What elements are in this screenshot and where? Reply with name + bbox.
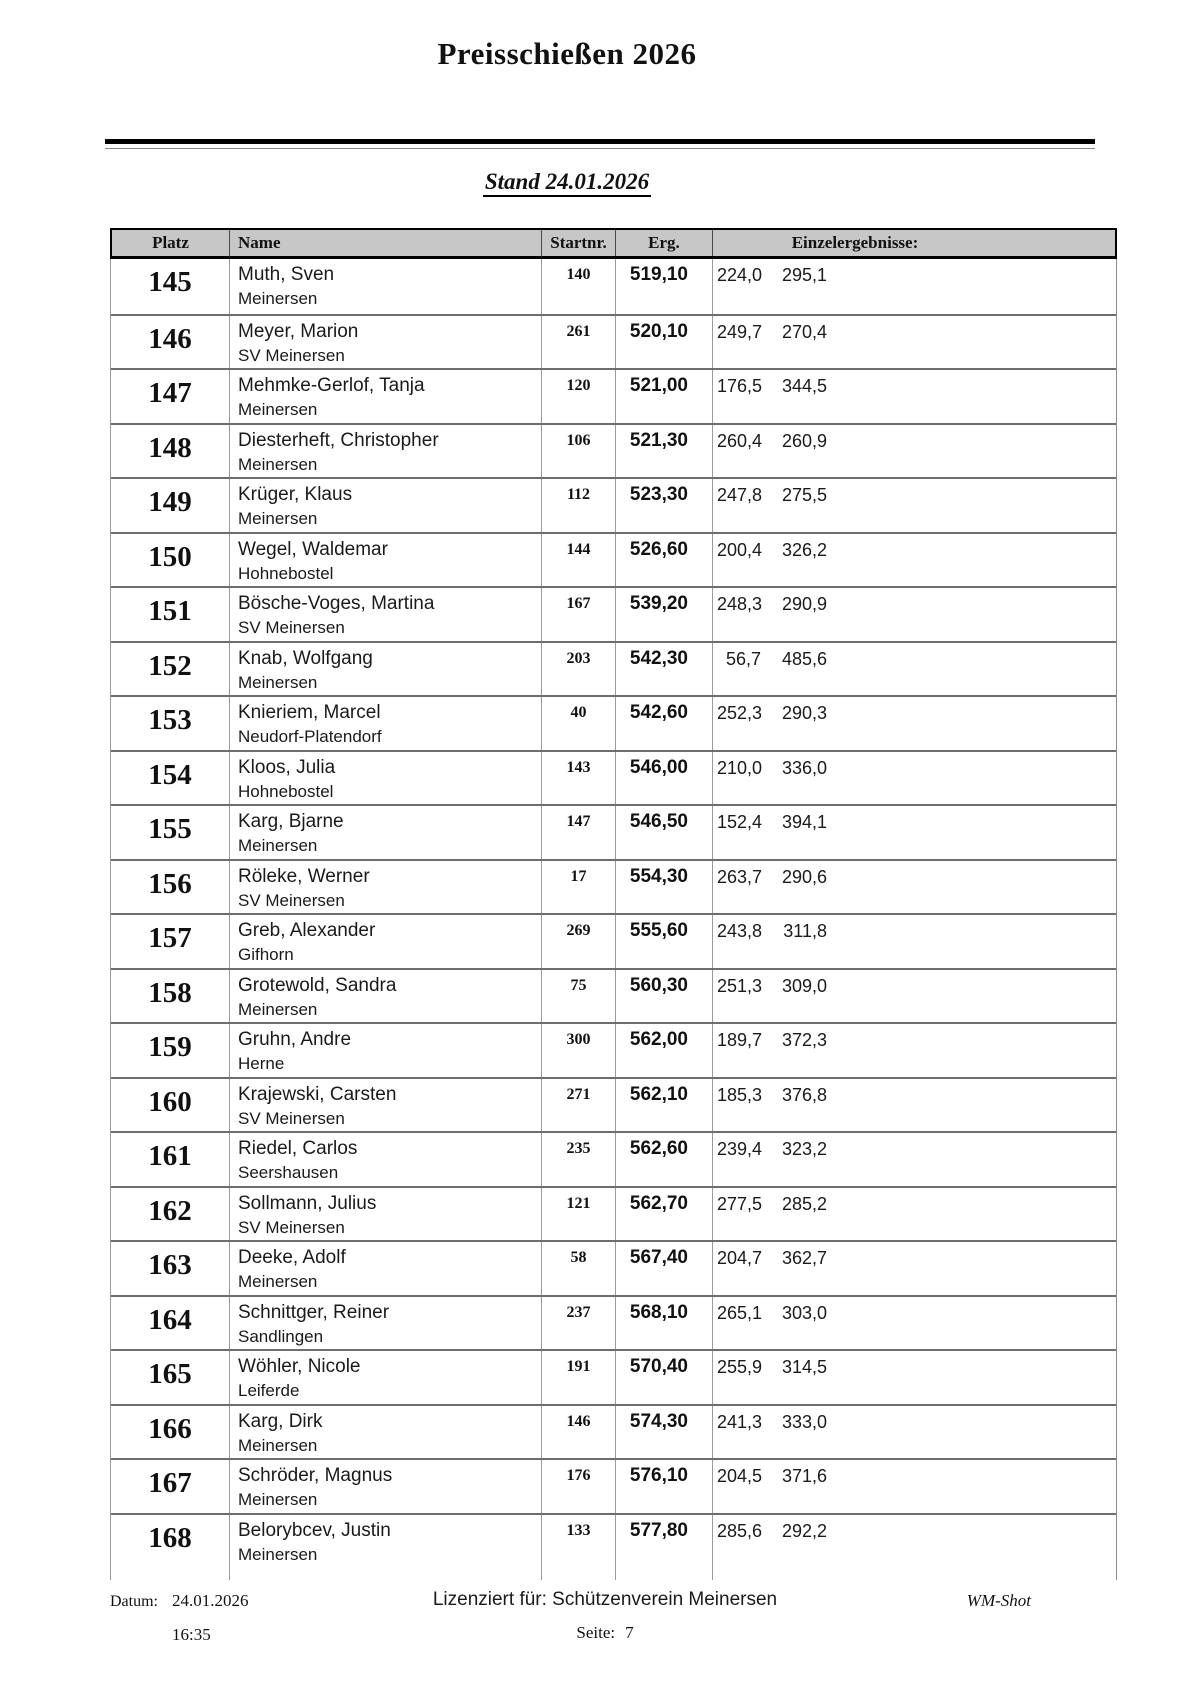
name-cell xyxy=(230,915,542,968)
shooter-club: Meinersen xyxy=(238,999,318,1019)
name-cell xyxy=(230,643,542,696)
startnr-cell: 106 xyxy=(542,425,616,478)
shooter-name: Krajewski, Carsten xyxy=(238,1083,397,1105)
table-row xyxy=(111,423,1116,478)
table-row xyxy=(111,368,1116,423)
footer-page-label: Seite: xyxy=(576,1623,616,1642)
table-row xyxy=(111,1404,1116,1459)
einzel-value-2: 311,8 xyxy=(783,921,827,941)
shooter-club: Gifhorn xyxy=(238,945,294,964)
erg-cell: 562,70 xyxy=(616,1188,713,1241)
einzel-cell xyxy=(713,915,1116,968)
shooter-club: Sandlingen xyxy=(238,1326,324,1346)
startnr-cell: 300 xyxy=(542,1024,616,1077)
einzel-cell xyxy=(713,1297,1116,1350)
einzel-value-1: 249,7 xyxy=(717,321,763,342)
startnr-cell: 133 xyxy=(542,1515,616,1568)
erg-cell: 542,60 xyxy=(616,697,713,750)
name-cell xyxy=(230,861,542,914)
startnr-cell: 203 xyxy=(542,643,616,696)
shooter-name: Belorybcev, Justin xyxy=(238,1519,391,1541)
table-row xyxy=(111,1240,1116,1295)
einzel-cell xyxy=(713,1242,1116,1295)
erg-cell: 562,60 xyxy=(616,1133,713,1186)
platz-cell: 146 xyxy=(111,316,230,369)
page-title: Preisschießen 2026 xyxy=(437,36,697,71)
table-row xyxy=(111,1077,1116,1132)
table-row xyxy=(111,968,1116,1023)
platz-cell: 164 xyxy=(111,1297,230,1350)
shooter-club: Hohnebostel xyxy=(238,563,334,583)
einzel-value-2: 371,6 xyxy=(781,1466,827,1486)
shooter-name: Knab, Wolfgang xyxy=(238,647,373,669)
startnr-cell: 147 xyxy=(542,806,616,859)
erg-cell: 554,30 xyxy=(616,861,713,914)
platz-cell: 156 xyxy=(111,861,230,914)
einzel-value-2: 292,2 xyxy=(781,1520,827,1541)
shooter-club: SV Meinersen xyxy=(238,618,345,637)
einzel-cell xyxy=(713,1515,1116,1568)
startnr-cell: 112 xyxy=(542,479,616,532)
erg-cell: 539,20 xyxy=(616,588,713,641)
name-cell xyxy=(230,1133,542,1186)
platz-cell: 165 xyxy=(111,1351,230,1404)
platz-cell: 153 xyxy=(111,697,230,750)
einzel-value-2: 303,0 xyxy=(781,1302,827,1323)
einzel-value-2: 309,0 xyxy=(781,975,827,996)
shooter-club: Meinersen xyxy=(238,1272,318,1291)
startnr-cell: 235 xyxy=(542,1133,616,1186)
shooter-name: Wöhler, Nicole xyxy=(238,1356,361,1377)
table-body xyxy=(110,259,1117,1580)
shooter-name: Kloos, Julia xyxy=(238,756,336,778)
einzel-value-1: 277,5 xyxy=(717,1193,763,1214)
startnr-cell: 146 xyxy=(542,1406,616,1459)
name-cell xyxy=(230,970,542,1023)
startnr-cell: 17 xyxy=(542,861,616,914)
platz-cell: 149 xyxy=(111,479,230,532)
name-cell xyxy=(230,1297,542,1350)
platz-cell: 147 xyxy=(111,370,230,423)
einzel-cell xyxy=(713,1460,1116,1513)
name-cell xyxy=(230,1351,542,1404)
shooter-name: Bösche-Voges, Martina xyxy=(238,593,435,614)
name-cell xyxy=(230,1406,542,1459)
shooter-club: Meinersen xyxy=(238,1435,318,1455)
column-header-platz: Platz xyxy=(112,230,230,256)
platz-cell: 154 xyxy=(111,752,230,805)
name-cell xyxy=(230,752,542,805)
einzel-value-1: 252,3 xyxy=(717,703,763,723)
platz-cell: 163 xyxy=(111,1242,230,1295)
shooter-name: Wegel, Waldemar xyxy=(238,538,388,560)
einzel-cell xyxy=(713,425,1116,478)
shooter-club: Herne xyxy=(238,1054,285,1073)
shooter-name: Röleke, Werner xyxy=(238,865,370,887)
erg-cell: 562,10 xyxy=(616,1079,713,1132)
erg-cell: 567,40 xyxy=(616,1242,713,1295)
column-header-name: Name xyxy=(230,230,542,256)
shooter-name: Karg, Bjarne xyxy=(238,811,344,832)
einzel-cell xyxy=(713,1406,1116,1459)
einzel-value-1: 176,5 xyxy=(717,376,763,396)
startnr-cell: 269 xyxy=(542,915,616,968)
table-row xyxy=(111,1458,1116,1513)
name-cell xyxy=(230,316,542,369)
erg-cell: 523,30 xyxy=(616,479,713,532)
einzel-value-2: 485,6 xyxy=(781,648,827,669)
name-cell xyxy=(230,1515,542,1568)
table-row xyxy=(111,804,1116,859)
einzel-cell xyxy=(713,1351,1116,1404)
einzel-value-2: 290,9 xyxy=(781,594,827,614)
einzel-value-2: 336,0 xyxy=(781,757,827,778)
einzel-value-1: 152,4 xyxy=(717,812,763,832)
name-cell xyxy=(230,588,542,641)
einzel-value-1: 200,4 xyxy=(717,539,763,560)
platz-cell: 152 xyxy=(111,643,230,696)
einzel-value-2: 376,8 xyxy=(781,1084,827,1105)
stand-date xyxy=(0,169,1134,195)
shooter-name: Krüger, Klaus xyxy=(238,484,353,505)
einzel-value-2: 372,3 xyxy=(781,1030,827,1050)
shooter-club: Meinersen xyxy=(238,1544,318,1564)
einzel-value-1: 224,0 xyxy=(717,265,763,285)
einzel-value-1: 239,4 xyxy=(717,1139,763,1159)
shooter-club: Neudorf-Platendorf xyxy=(238,727,382,746)
shooter-name: Meyer, Marion xyxy=(238,320,359,342)
einzel-cell xyxy=(713,479,1116,532)
shooter-club: SV Meinersen xyxy=(238,890,345,910)
einzel-value-1: 260,4 xyxy=(717,430,763,451)
erg-cell: 570,40 xyxy=(616,1351,713,1404)
shooter-club: Meinersen xyxy=(238,672,318,692)
footer-time-value: 16:35 xyxy=(172,1625,211,1644)
einzel-value-2: 344,5 xyxy=(781,376,827,396)
shooter-name: Gruhn, Andre xyxy=(238,1029,352,1050)
name-cell xyxy=(230,479,542,532)
platz-cell: 160 xyxy=(111,1079,230,1132)
platz-cell: 148 xyxy=(111,425,230,478)
einzel-value-2: 394,1 xyxy=(781,812,827,832)
einzel-value-1: 285,6 xyxy=(717,1520,763,1541)
einzel-value-1: 204,7 xyxy=(717,1248,763,1268)
einzel-value-2: 295,1 xyxy=(781,265,827,285)
name-cell xyxy=(230,534,542,587)
name-cell xyxy=(230,1024,542,1077)
einzel-value-2: 314,5 xyxy=(781,1357,827,1377)
shooter-name: Mehmke-Gerlof, Tanja xyxy=(238,375,425,396)
erg-cell: 574,30 xyxy=(616,1406,713,1459)
startnr-cell: 176 xyxy=(542,1460,616,1513)
platz-cell: 166 xyxy=(111,1406,230,1459)
erg-cell: 568,10 xyxy=(616,1297,713,1350)
platz-cell: 151 xyxy=(111,588,230,641)
shooter-name: Diesterheft, Christopher xyxy=(238,429,439,451)
platz-cell: 162 xyxy=(111,1188,230,1241)
table-row xyxy=(111,1349,1116,1404)
startnr-cell: 58 xyxy=(542,1242,616,1295)
erg-cell: 521,00 xyxy=(616,370,713,423)
einzel-cell xyxy=(713,259,1116,314)
name-cell xyxy=(230,259,542,314)
einzel-cell xyxy=(713,534,1116,587)
einzel-value-2: 290,3 xyxy=(781,703,827,723)
table-row xyxy=(111,532,1116,587)
erg-cell: 546,00 xyxy=(616,752,713,805)
einzel-cell xyxy=(713,1133,1116,1186)
table-row xyxy=(111,695,1116,750)
einzel-cell xyxy=(713,588,1116,641)
einzel-cell xyxy=(713,370,1116,423)
footer-page-number xyxy=(105,1623,1105,1643)
table-row xyxy=(111,641,1116,696)
startnr-cell: 75 xyxy=(542,970,616,1023)
footer-license-text: Lizenziert für: Schützenverein Meinersen xyxy=(432,1589,778,1610)
einzel-cell xyxy=(713,806,1116,859)
shooter-club: Seershausen xyxy=(238,1163,339,1182)
erg-cell: 521,30 xyxy=(616,425,713,478)
einzel-value-1: 204,5 xyxy=(717,1466,763,1486)
shooter-club: Meinersen xyxy=(238,400,318,419)
erg-cell: 560,30 xyxy=(616,970,713,1023)
einzel-value-2: 323,2 xyxy=(781,1139,827,1159)
einzel-value-1: 248,3 xyxy=(717,594,763,614)
stand-date-text: Stand 24.01.2026 xyxy=(483,169,651,197)
table-row xyxy=(111,859,1116,914)
platz-cell: 155 xyxy=(111,806,230,859)
erg-cell: 577,80 xyxy=(616,1515,713,1568)
startnr-cell: 140 xyxy=(542,259,616,314)
table-row xyxy=(111,1022,1116,1077)
startnr-cell: 261 xyxy=(542,316,616,369)
shooter-club: SV Meinersen xyxy=(238,1217,345,1237)
name-cell xyxy=(230,1188,542,1241)
einzel-value-2: 290,6 xyxy=(781,866,827,887)
shooter-name: Muth, Sven xyxy=(238,264,335,285)
shooter-name: Greb, Alexander xyxy=(238,920,376,941)
table-row xyxy=(111,913,1116,968)
einzel-cell xyxy=(713,1024,1116,1077)
startnr-cell: 143 xyxy=(542,752,616,805)
name-cell xyxy=(230,697,542,750)
table-row xyxy=(111,1295,1116,1350)
einzel-value-2: 326,2 xyxy=(781,539,827,560)
name-cell xyxy=(230,1460,542,1513)
shooter-club: Hohnebostel xyxy=(238,781,334,801)
shooter-club: Meinersen xyxy=(238,1490,318,1509)
name-cell xyxy=(230,1079,542,1132)
einzel-cell xyxy=(713,1188,1116,1241)
startnr-cell: 121 xyxy=(542,1188,616,1241)
einzel-cell xyxy=(713,697,1116,750)
einzel-value-1: 243,8 xyxy=(717,921,763,941)
einzel-value-1: 251,3 xyxy=(717,975,763,996)
table-grid-tail xyxy=(111,1567,1116,1580)
startnr-cell: 167 xyxy=(542,588,616,641)
platz-cell: 161 xyxy=(111,1133,230,1186)
table-row xyxy=(111,750,1116,805)
shooter-club: SV Meinersen xyxy=(238,345,345,365)
einzel-value-2: 270,4 xyxy=(781,321,827,342)
platz-cell: 168 xyxy=(111,1515,230,1568)
erg-cell: 542,30 xyxy=(616,643,713,696)
einzel-value-1: 265,1 xyxy=(717,1302,763,1323)
einzel-cell xyxy=(713,316,1116,369)
table-row xyxy=(111,1131,1116,1186)
einzel-cell xyxy=(713,643,1116,696)
erg-cell: 526,60 xyxy=(616,534,713,587)
shooter-name: Schnittger, Reiner xyxy=(238,1301,390,1323)
name-cell xyxy=(230,806,542,859)
footer-datum-label: Datum: xyxy=(110,1593,158,1610)
einzel-value-1: 241,3 xyxy=(717,1411,763,1432)
shooter-name: Schröder, Magnus xyxy=(238,1465,393,1486)
shooter-name: Knieriem, Marcel xyxy=(238,702,381,723)
startnr-cell: 40 xyxy=(542,697,616,750)
platz-cell: 150 xyxy=(111,534,230,587)
platz-cell: 159 xyxy=(111,1024,230,1077)
shooter-club: Leiferde xyxy=(238,1381,300,1400)
erg-cell: 519,10 xyxy=(616,259,713,314)
shooter-club: Meinersen xyxy=(238,509,318,528)
table-row xyxy=(111,259,1116,314)
erg-cell: 555,60 xyxy=(616,915,713,968)
einzel-value-1: 189,7 xyxy=(717,1030,763,1050)
name-cell xyxy=(230,370,542,423)
shooter-club: Meinersen xyxy=(238,454,318,474)
startnr-cell: 191 xyxy=(542,1351,616,1404)
einzel-value-1: 210,0 xyxy=(717,757,763,778)
einzel-value-2: 260,9 xyxy=(781,430,827,451)
table-row xyxy=(111,477,1116,532)
platz-cell: 158 xyxy=(111,970,230,1023)
erg-cell: 546,50 xyxy=(616,806,713,859)
einzel-value-1: 56,7 xyxy=(725,648,761,669)
einzel-value-2: 275,5 xyxy=(781,485,827,505)
column-header-einzelergebnisse: Einzelergebnisse: xyxy=(791,233,919,252)
einzel-value-1: 247,8 xyxy=(717,485,763,505)
table-row xyxy=(111,586,1116,641)
footer-page-value: 7 xyxy=(625,1623,634,1642)
name-cell xyxy=(230,1242,542,1295)
erg-cell: 520,10 xyxy=(616,316,713,369)
einzel-value-1: 185,3 xyxy=(717,1084,763,1105)
platz-cell: 157 xyxy=(111,915,230,968)
einzel-cell xyxy=(713,970,1116,1023)
shooter-name: Sollmann, Julius xyxy=(238,1192,377,1214)
startnr-cell: 144 xyxy=(542,534,616,587)
shooter-club: SV Meinersen xyxy=(238,1108,345,1128)
table-row xyxy=(111,1513,1116,1568)
results-table-header xyxy=(110,228,1117,259)
einzel-value-2: 362,7 xyxy=(781,1248,827,1268)
shooter-name: Grotewold, Sandra xyxy=(238,974,397,996)
startnr-cell: 120 xyxy=(542,370,616,423)
einzel-value-1: 255,9 xyxy=(717,1357,763,1377)
header-rule-thin xyxy=(105,148,1095,149)
shooter-club: Meinersen xyxy=(238,836,318,855)
einzel-cell xyxy=(713,861,1116,914)
platz-cell: 145 xyxy=(111,259,230,314)
shooter-name: Deeke, Adolf xyxy=(238,1247,346,1268)
column-header-startnr: Startnr. xyxy=(542,230,616,256)
shooter-club: Meinersen xyxy=(238,289,318,308)
platz-cell: 167 xyxy=(111,1460,230,1513)
table-row xyxy=(111,314,1116,369)
einzel-cell xyxy=(713,1079,1116,1132)
einzel-value-2: 285,2 xyxy=(781,1193,827,1214)
startnr-cell: 237 xyxy=(542,1297,616,1350)
header-rule-thick xyxy=(105,139,1095,144)
footer-software-brand: WM-Shot xyxy=(966,1591,1031,1610)
einzel-value-2: 333,0 xyxy=(781,1411,827,1432)
erg-cell: 562,00 xyxy=(616,1024,713,1077)
erg-cell: 576,10 xyxy=(616,1460,713,1513)
table-row xyxy=(111,1186,1116,1241)
einzel-value-1: 263,7 xyxy=(717,866,763,887)
startnr-cell: 271 xyxy=(542,1079,616,1132)
footer-datum-value: 24.01.2026 xyxy=(172,1591,249,1610)
einzel-cell xyxy=(713,752,1116,805)
column-header-erg: Erg. xyxy=(616,230,713,256)
shooter-name: Riedel, Carlos xyxy=(238,1138,358,1159)
shooter-name: Karg, Dirk xyxy=(238,1410,323,1432)
name-cell xyxy=(230,425,542,478)
